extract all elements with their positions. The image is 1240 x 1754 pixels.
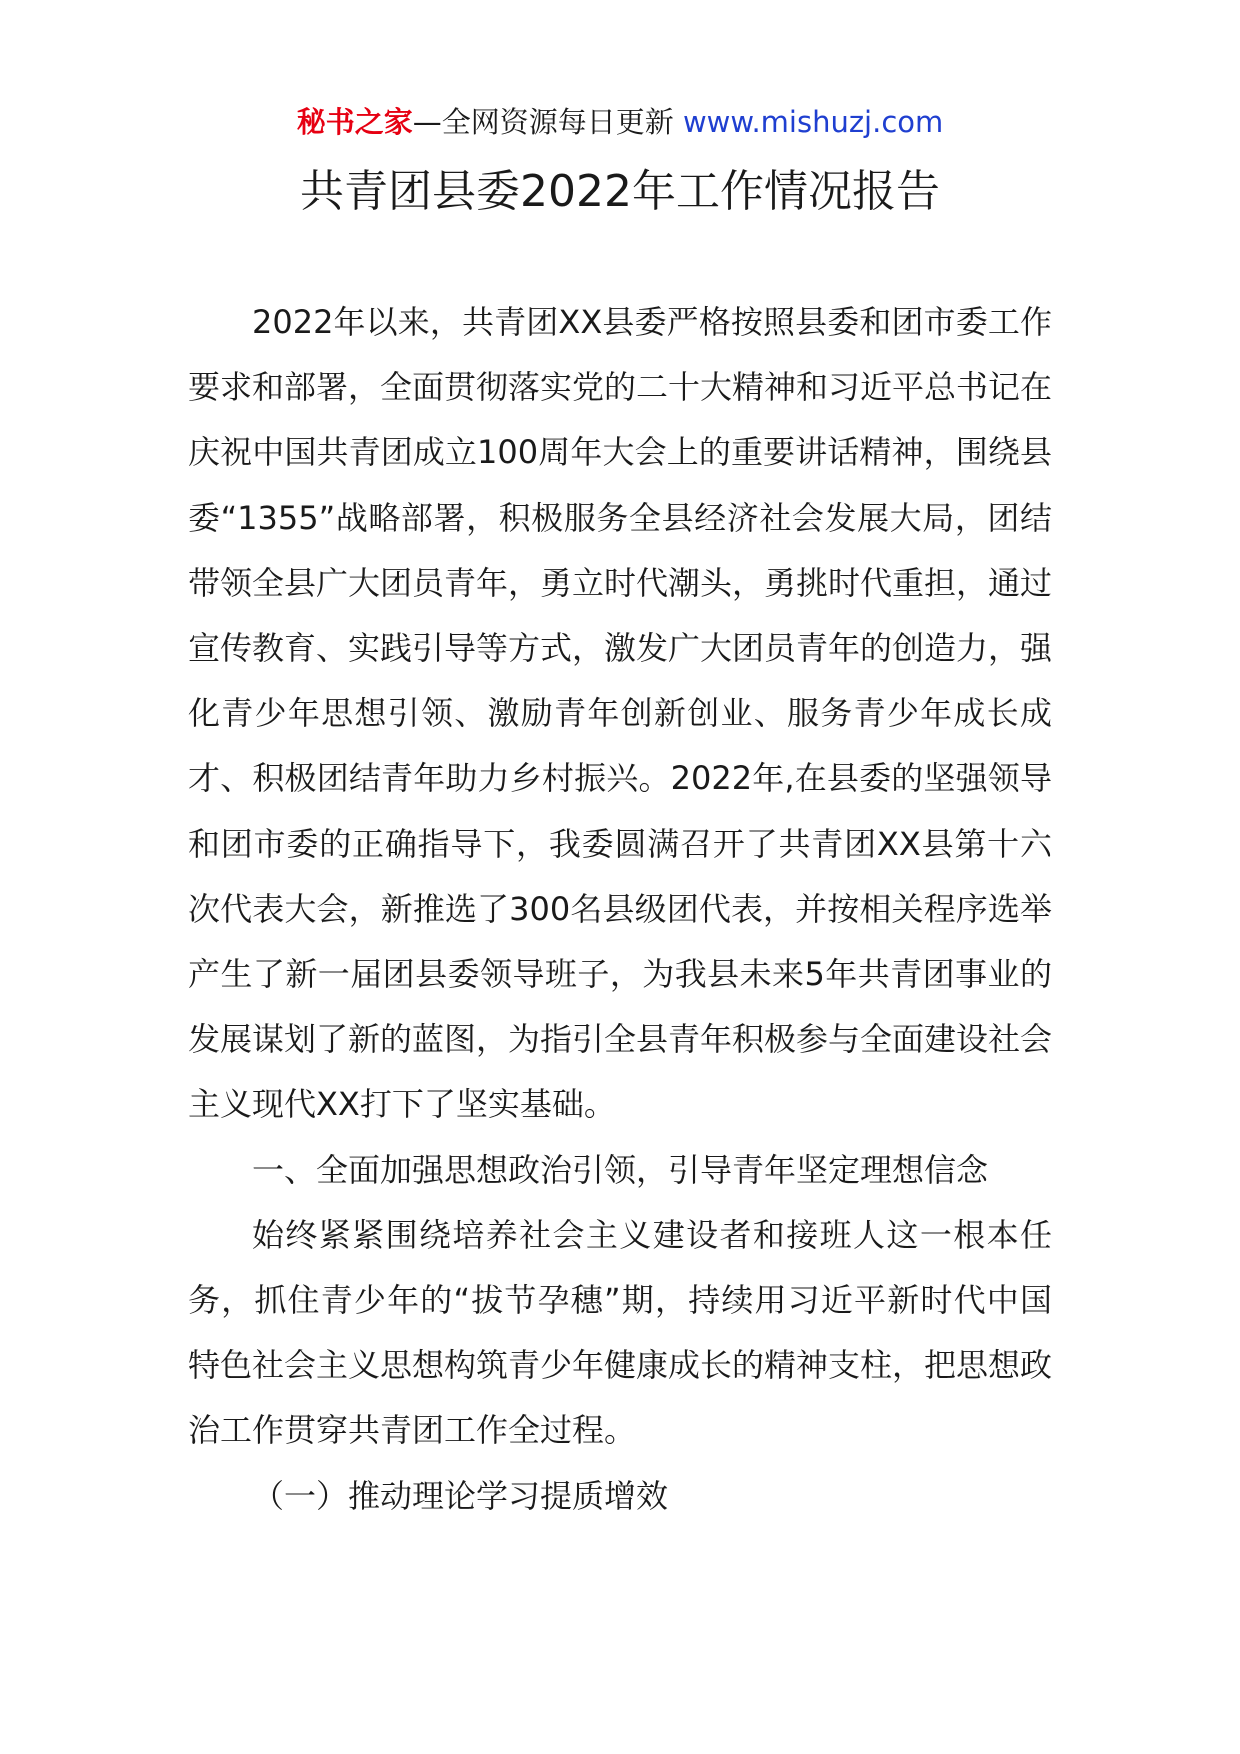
site-header bbox=[0, 102, 1240, 142]
subsection-heading-1: （一）推动理论学习提质增效 bbox=[252, 1476, 669, 1515]
intro-paragraph: 2022年以来，共青团XX县委严格按照县委和团市委工作要求和部署，全面贯彻落实党的二十大精神和习近平总书记在庆祝中国共青团成立100周年大会上的重要讲话精神，围绕县委“1355”战略部署，积极服务全县经济社会发展大局，团结带领全县广大团员青年，勇立时代潮头，勇挑时代重担，通过宣传教育、实践引导等方式，激发广大团员青年的创造力，强化青少年思想引领、激励青年创新创业、服务青少年成长成才、积极团结青年助力乡村振兴。2022年,在县委的坚强领导和团市委的正确指导下，我委圆满召开了共青团XX县第十六次代表大会，新推选了300名县级团代表，并按相关程序选举产生了新一届团县委领导班子，为我县未来5年共青团事业的发展谋划了新的蓝图，为指引全县青年积极参与全面建设社会主义现代XX打下了坚实基础。 bbox=[188, 303, 1053, 1124]
section-paragraph-1: 始终紧紧围绕培养社会主义建设者和接班人这一根本任务，抓住青少年的“拔节孕穗”期，持续用习近平新时代中国特色社会主义思想构筑青少年健康成长的精神支柱，把思想政治工作贯穿共青团工作全过程。 bbox=[188, 1215, 1053, 1450]
document-body bbox=[188, 290, 1052, 1529]
site-url-link[interactable]: www.mishuzj.com bbox=[682, 105, 944, 139]
document-title: 共青团县委2022年工作情况报告 bbox=[300, 166, 940, 217]
site-slogan: —全网资源每日更新 bbox=[412, 105, 674, 139]
section-heading-1: 一、全面加强思想政治引领，引导青年坚定理想信念 bbox=[252, 1150, 989, 1189]
site-name: 秘书之家 bbox=[296, 105, 413, 139]
